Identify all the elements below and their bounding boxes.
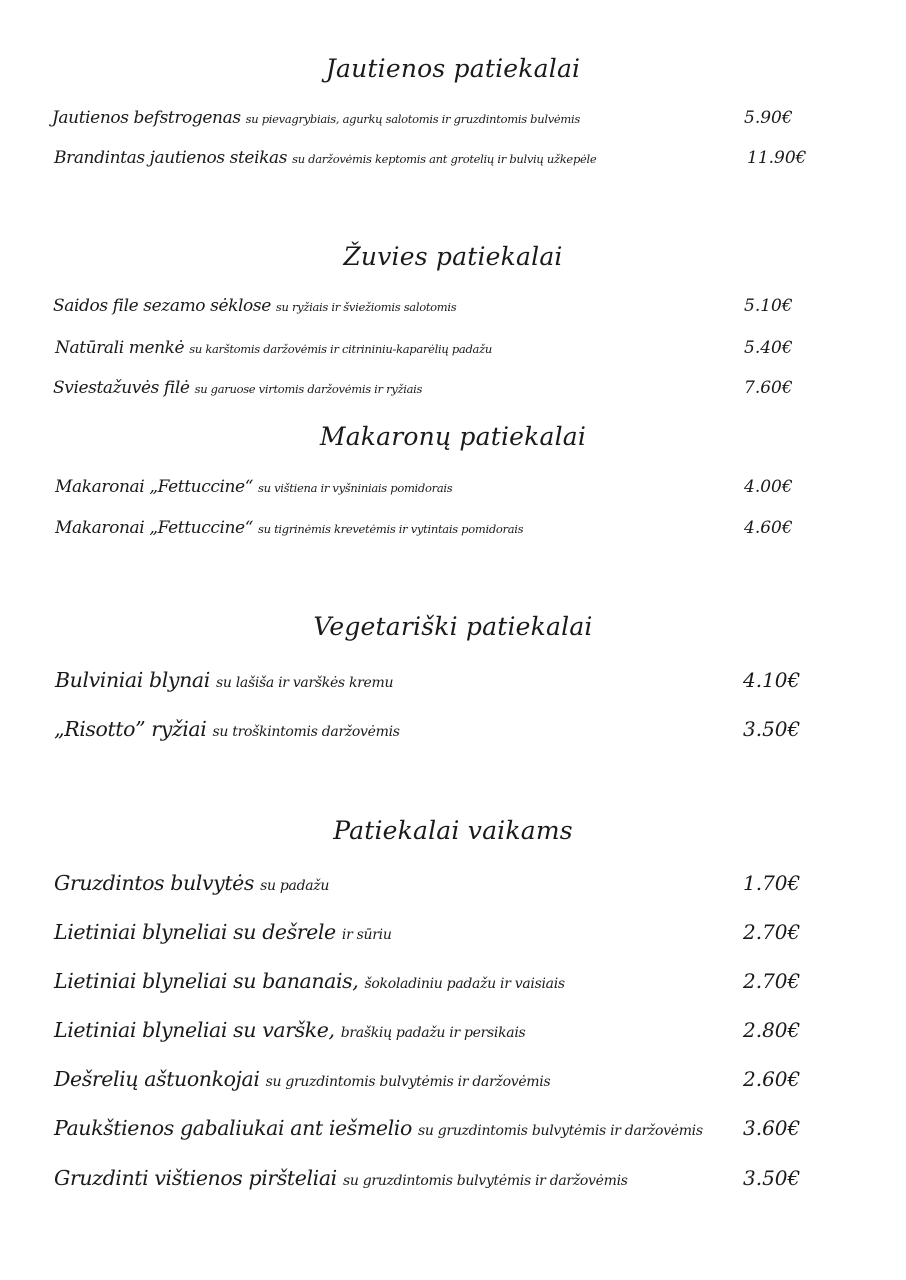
item-name: „Risotto” ryžiai <box>54 717 207 741</box>
item-description: šokoladiniu padažu ir vaisiais <box>364 976 565 992</box>
item-price: 3.50€ <box>743 717 801 741</box>
section-title-zuvies: Žuvies patiekalai <box>343 242 563 271</box>
item-description: su troškintomis daržovėmis <box>212 724 400 740</box>
item-name: Jautienos befstrogenas <box>52 108 241 128</box>
item-description: su vištiena ir vyšniniais pomidorais <box>258 481 453 495</box>
item-price: 5.40€ <box>744 338 793 358</box>
item-description: su gruzdintomis bulvytėmis ir daržovėmis <box>418 1123 703 1139</box>
item-name: Gruzdintos bulvytės <box>54 871 255 895</box>
item-description: su lašiša ir varškės kremu <box>215 675 394 691</box>
item-price: 2.70€ <box>743 969 801 993</box>
item-name: Lietiniai blyneliai su dešrele <box>54 920 336 944</box>
item-description: su padažu <box>260 878 330 894</box>
item-name: Gruzdinti vištienos piršteliai <box>54 1166 337 1190</box>
item-name: Makaronai „Fettuccine“ <box>55 477 253 497</box>
item-price: 5.10€ <box>744 296 793 316</box>
item-price: 3.50€ <box>743 1166 801 1190</box>
item-description: su karštomis daržovėmis ir citrininiu-kaparėlių padažu <box>189 342 492 356</box>
item-name: Makaronai „Fettuccine“ <box>55 518 253 538</box>
item-name: Lietiniai blyneliai su varške, <box>54 1018 335 1042</box>
section-title-jautienos: Jautienos patiekalai <box>325 54 581 83</box>
item-name: Dešrelių aštuonkojai <box>54 1067 260 1091</box>
item-description: su garuose virtomis daržovėmis ir ryžiais <box>194 382 423 396</box>
item-description: su ryžiais ir šviežiomis salotomis <box>275 300 457 314</box>
section-title-vegetariski: Vegetariški patiekalai <box>313 612 593 641</box>
item-price: 11.90€ <box>747 148 807 168</box>
item-price: 4.10€ <box>743 668 801 692</box>
section-title-makaronu: Makaronų patiekalai <box>319 422 587 451</box>
section-title-vaikams: Patiekalai vaikams <box>333 816 573 845</box>
item-description: su gruzdintomis bulvytėmis ir daržovėmis <box>265 1074 551 1090</box>
item-price: 7.60€ <box>744 378 793 398</box>
item-price: 2.70€ <box>743 920 801 944</box>
item-name: Bulviniai blynai <box>55 668 210 692</box>
item-name: Saidos file sezamo sėklose <box>53 296 271 316</box>
item-price: 2.60€ <box>743 1067 801 1091</box>
item-description: su pievagrybiais, agurkų salotomis ir gruzdintomis bulvėmis <box>245 112 580 126</box>
item-price: 2.80€ <box>743 1018 801 1042</box>
item-price: 3.60€ <box>743 1116 801 1140</box>
item-name: Sviestažuvės filė <box>53 378 190 398</box>
item-description: braškių padažu ir persikais <box>340 1025 526 1041</box>
item-description: su daržovėmis keptomis ant grotelių ir bulvių užkepėle <box>292 152 597 166</box>
item-price: 4.60€ <box>744 518 793 538</box>
item-price: 5.90€ <box>744 108 793 128</box>
item-name: Natūrali menkė <box>55 338 185 358</box>
item-name: Paukštienos gabaliukai ant iešmelio <box>54 1116 412 1140</box>
item-name: Lietiniai blyneliai su bananais, <box>54 969 359 993</box>
item-description: su gruzdintomis bulvytėmis ir daržovėmis <box>342 1173 628 1189</box>
item-price: 1.70€ <box>743 871 801 895</box>
item-name: Brandintas jautienos steikas <box>54 148 288 168</box>
item-description: su tigrinėmis krevetėmis ir vytintais pomidorais <box>258 522 524 536</box>
item-price: 4.00€ <box>744 477 793 497</box>
item-description: ir sūriu <box>341 927 392 943</box>
